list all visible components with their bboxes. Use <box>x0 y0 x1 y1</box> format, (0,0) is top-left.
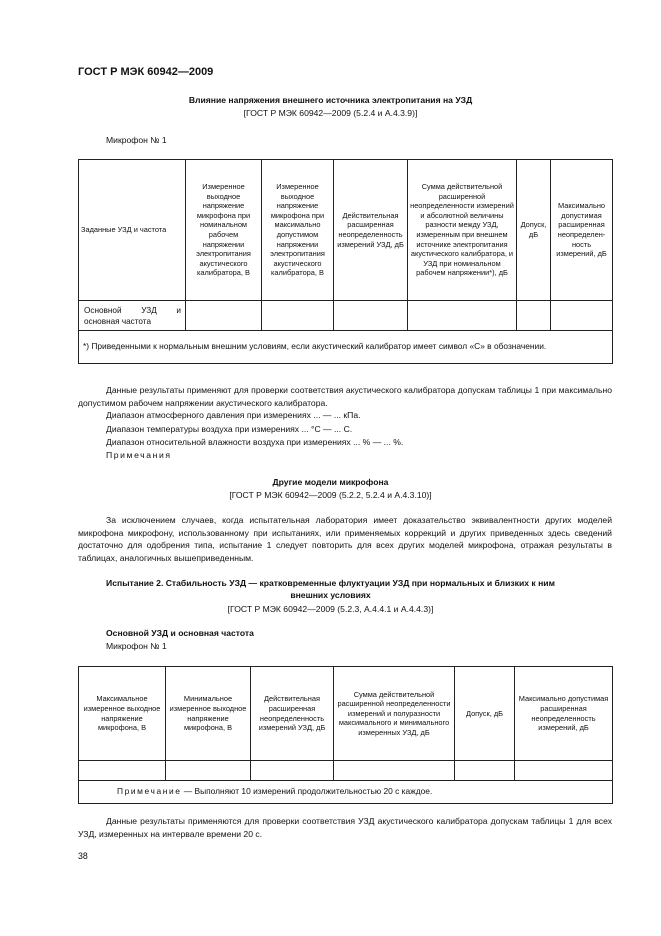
pressure-range: Диапазон атмосферного давления при измерениях ... — ... кПа. <box>106 410 361 420</box>
table-row <box>79 301 613 331</box>
note-label: Примечание <box>117 786 182 797</box>
temperature-range: Диапазон температуры воздуха при измерениях ... °С — ... С. <box>106 424 353 434</box>
column-header: Измеренное выходное напряжение микрофона при максимально допустимом напряжении электропитания акустического калибратора, В <box>262 160 334 301</box>
table-row <box>79 761 613 781</box>
microphone-label: Микрофон № 1 <box>106 641 167 651</box>
table-header-row <box>79 160 613 301</box>
table-cell <box>186 301 262 331</box>
document-code: ГОСТ Р МЭК 60942—2009 <box>78 66 214 78</box>
section-reference: [ГОСТ Р МЭК 60942—2009 (5.2.3, А.4.4.1 и А.4.4.3)] <box>227 604 434 614</box>
table-note-row <box>79 781 613 804</box>
voltage-table <box>78 159 613 364</box>
notes-heading: Примечания <box>106 450 172 460</box>
results-paragraph: Данные результаты применяют для проверки соответствия акустического калибратора допускам таблицы 1 при максимально допустимом рабочем напряжении акустического калибратора. <box>78 385 612 408</box>
column-header: Минимальное измеренное выходное напряжение микрофона, В <box>166 667 251 761</box>
table-cell <box>251 761 334 781</box>
table-cell <box>551 301 613 331</box>
column-header: Измеренное выходное напряжение микрофона при номинальном рабочем напряжении электропитания акустического калибратора, В <box>186 160 262 301</box>
table-footnote-row <box>79 331 613 364</box>
test2-title-line1: Испытание 2. Стабильность УЗД — кратковременные флуктуации УЗД при нормальных и близких к ним <box>106 578 555 588</box>
column-header: Сумма действительной расширенной неопределенности измерений и полуразности максимального и минимального измеренных УЗД, дБ <box>334 667 455 761</box>
table-cell <box>79 761 166 781</box>
column-header: Допуск, дБ <box>455 667 515 761</box>
column-header: Действительная расширенная неопределенность измерений УЗД, дБ <box>334 160 408 301</box>
column-header: Сумма действительной расширенной неопределенности измерений и абсолютной величины разности между УЗД, измеренным при внешнем источнике электропитания акустического калибратора, и УЗД при номинальном рабочем напряжении*), дБ <box>408 160 517 301</box>
closing-paragraph: Данные результаты применяются для проверки соответствия УЗД акустического калибратора допускам таблицы 1 для всех УЗД, измеренных на интервале времени 20 с. <box>78 816 612 839</box>
section-reference: [ГОСТ Р МЭК 60942—2009 (5.2.4 и А.4.3.9)] <box>243 108 418 118</box>
table-footnote: *) Приведенными к нормальным внешним условиям, если акустический калибратор имеет символ «С» в обозначении. <box>79 331 613 364</box>
table-cell <box>517 301 551 331</box>
table-cell <box>334 301 408 331</box>
column-header: Заданные УЗД и частота <box>79 160 186 301</box>
table-cell <box>262 301 334 331</box>
table-cell <box>455 761 515 781</box>
table-note <box>79 781 613 804</box>
humidity-range: Диапазон относительной влажности воздуха при измерениях ... % — ... %. <box>106 437 404 447</box>
stability-table <box>78 666 613 804</box>
table-header-row <box>79 667 613 761</box>
page-number: 38 <box>78 851 88 861</box>
section-title-voltage-influence: Влияние напряжения внешнего источника электропитания на УЗД <box>188 95 473 105</box>
table-cell <box>334 761 455 781</box>
table-cell <box>408 301 517 331</box>
section-reference: [ГОСТ Р МЭК 60942—2009 (5.2.2, 5.2.4 и А.4.3.10)] <box>229 490 432 500</box>
microphone-label: Микрофон № 1 <box>106 135 167 145</box>
test2-title-line2: внешних условиях <box>290 590 371 600</box>
column-header: Действительная расширенная неопределенность измерений УЗД, дБ <box>251 667 334 761</box>
section-title-other-models: Другие модели микрофона <box>272 477 389 487</box>
subsection-title: Основной УЗД и основная частота <box>106 628 254 638</box>
column-header: Максимальное измеренное выходное напряжение микрофона, В <box>79 667 166 761</box>
other-models-paragraph: За исключением случаев, когда испытательная лаборатория имеет доказательство эквивалентности других моделей микрофона микрофону, использованному при испытаниях, или применяемых коррекций и других приведенных здесь сведений достаточно для одобрения типа, испытание 1 следует повторить для всех других моделей микрофона, отражая результаты в таблицах, аналогичных вышеприведенным. <box>78 515 612 563</box>
column-header: Максимально допустимая расширенная неопределен-ность измерений, дБ <box>551 160 613 301</box>
note-text: — Выполняют 10 измерений продолжительностью 20 с каждое. <box>181 786 433 797</box>
row-label: Основной УЗД и основная частота <box>79 301 186 331</box>
table-cell <box>166 761 251 781</box>
column-header: Допуск, дБ <box>517 160 551 301</box>
column-header: Максимально допустимая расширенная неопределенность измерений, дБ <box>515 667 613 761</box>
table-cell <box>515 761 613 781</box>
